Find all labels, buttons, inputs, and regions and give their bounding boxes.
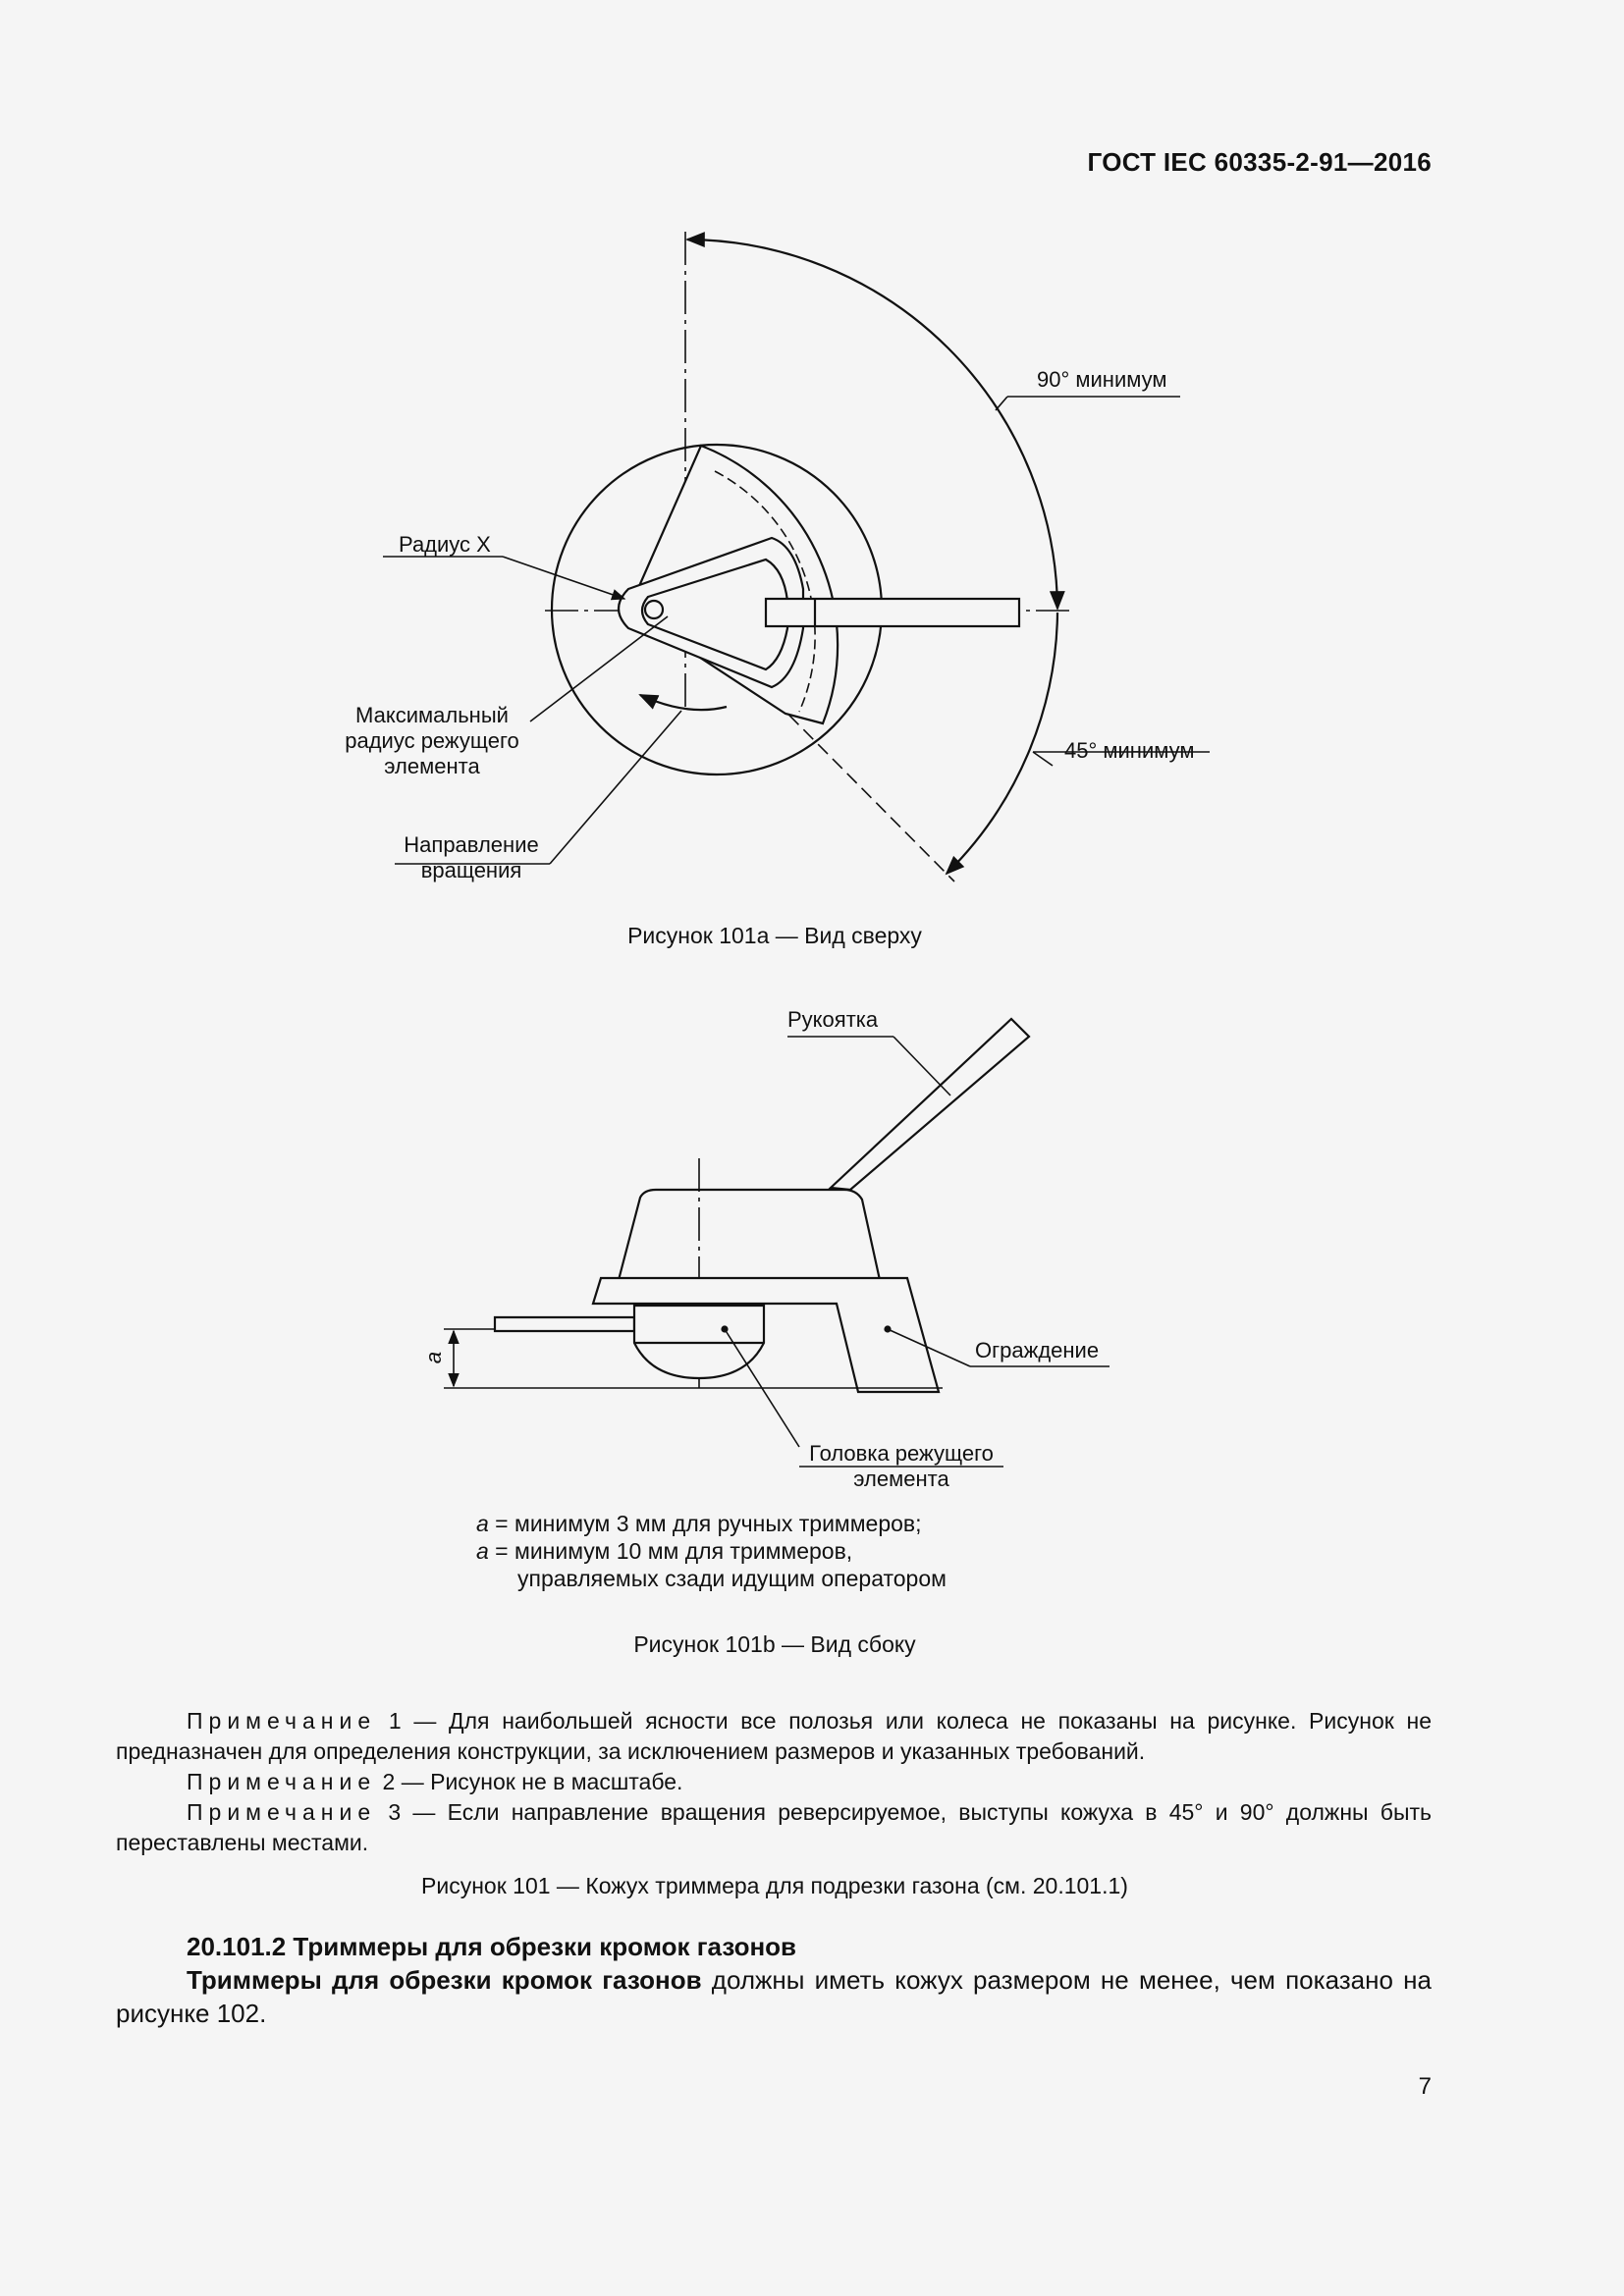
figure-101-caption: Рисунок 101 — Кожух триммера для подрезки газона (см. 20.101.1) — [421, 1873, 1128, 1898]
handle-label: Рукоятка — [787, 1007, 879, 1032]
note-3: Примечание 3 — Если направление вращения реверсируемое, выступы кожуха в 45° и 90° должны быть переставлены местами. — [116, 1799, 1432, 1855]
note-2: Примечание 2 — Рисунок не в масштабе. — [187, 1769, 683, 1794]
formula-line-1: a = минимум 3 мм для ручных триммеров; — [476, 1511, 922, 1536]
note-1: Примечание 1 — Для наибольшей ясности все полозья или колеса не показаны на рисунке. Рисунок не предназначен для определения конструкции, за исключением размеров и указанных требований. — [116, 1708, 1432, 1764]
rotation-label: Направление вращения — [404, 832, 539, 882]
max-radius-label: Максимальный радиус режущего элемента — [345, 703, 519, 778]
radius-x-label: Радиус X — [399, 532, 491, 557]
formula-line-3: управляемых сзади идущим оператором — [517, 1566, 947, 1591]
dimension-a-label: a — [421, 1351, 447, 1364]
document-header: ГОСТ IEC 60335-2-91—2016 — [1087, 147, 1432, 177]
section-20-101-2 — [116, 1930, 1432, 2030]
section-heading: 20.101.2 Триммеры для обрезки кромок газонов — [187, 1932, 797, 1961]
guard-label: Ограждение — [975, 1338, 1100, 1362]
figure-101b-side-view — [444, 1019, 1110, 1467]
angle-90-label: 90° минимум — [1037, 367, 1167, 392]
page-number: 7 — [1418, 2073, 1432, 2100]
formula-line-2: a = минимум 10 мм для триммеров, — [476, 1538, 853, 1564]
figure-101a-top-view — [383, 232, 1210, 881]
section-body: Триммеры для обрезки кромок газонов должны иметь кожух размером не менее, чем показано на рисунке 102. — [116, 1965, 1432, 2028]
cutting-head-label: Головка режущего элемента — [809, 1441, 994, 1491]
figure-101b-caption: Рисунок 101b — Вид сбоку — [633, 1631, 916, 1657]
figure-101a-caption: Рисунок 101a — Вид сверху — [627, 923, 922, 948]
notes-block — [116, 1706, 1432, 1858]
angle-45-label: 45° минимум — [1064, 738, 1195, 763]
dimension-formula — [476, 1510, 947, 1592]
